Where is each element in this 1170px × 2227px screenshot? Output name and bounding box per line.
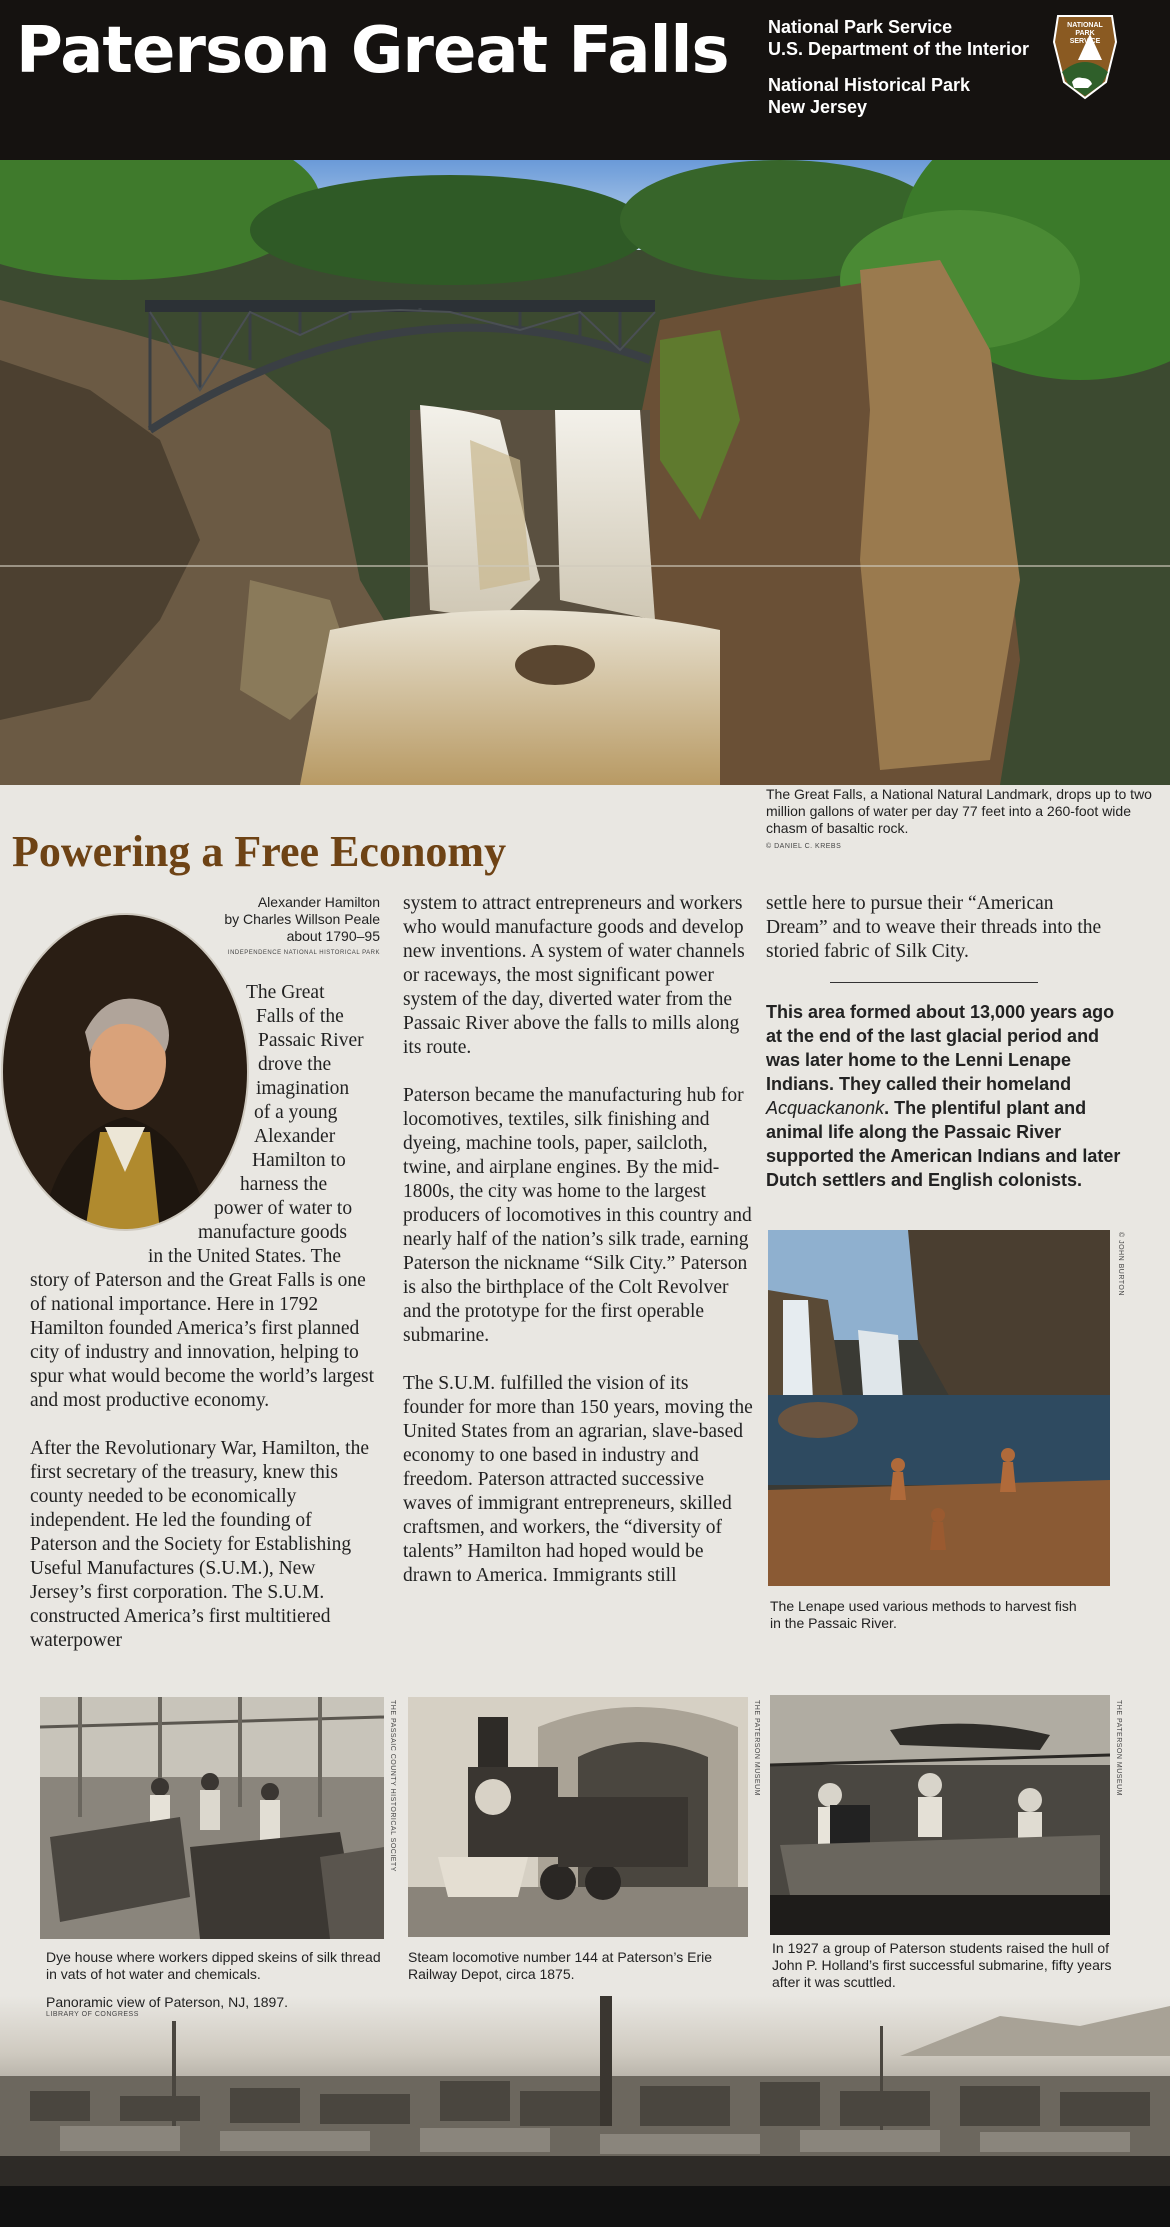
wrap-line: The Great <box>246 982 325 1003</box>
col1-paragraph-2: After the Revolutionary War, Hamilton, the first secretary of the treasury, knew this county needed to be economically independent. He led the founding of Paterson and the Society for Establishing Useful Manufactures (S.U.M.), New Jersey’s first corporation. The S.U.M. constructed America’s first multitiered waterpower <box>30 1438 369 1651</box>
panorama-caption-block <box>46 1994 288 2018</box>
great-falls-photo <box>0 160 1170 785</box>
portrait-date: about 1790–95 <box>286 928 380 944</box>
section-title: Powering a Free Economy <box>12 827 507 876</box>
portrait-credit: INDEPENDENCE NATIONAL HISTORICAL PARK <box>227 950 380 956</box>
wrap-line: drove the <box>258 1054 332 1075</box>
lenape-credit: © JOHN BURTON <box>1117 1232 1124 1296</box>
footer-bar <box>0 2186 1170 2227</box>
submarine-credit: THE PATERSON MUSEUM <box>1115 1700 1122 1796</box>
locomotive-credit: THE PATERSON MUSEUM <box>753 1700 760 1796</box>
panorama-caption: Panoramic view of Paterson, NJ, 1897. <box>46 1994 289 2010</box>
wrap-line: of a young <box>254 1102 338 1123</box>
portrait-name: Alexander Hamilton <box>257 894 380 910</box>
column-divider <box>830 982 1038 983</box>
panorama-photo <box>0 1996 1170 2186</box>
lenape-caption: The Lenape used various methods to harvest fish in the Passaic River. <box>770 1598 1077 1631</box>
wrap-line: Falls of the <box>256 1006 344 1027</box>
locomotive-caption: Steam locomotive number 144 at Paterson’s Erie Railway Depot, circa 1875. <box>408 1949 713 1982</box>
hero-caption <box>766 786 1161 855</box>
page-title: Paterson Great Falls <box>16 14 729 88</box>
dye-house-photo <box>40 1697 384 1939</box>
intro-wrap <box>0 981 380 1269</box>
wrap-line: harness the <box>240 1174 328 1195</box>
dye-house-caption: Dye house where workers dipped skeins of silk thread in vats of hot water and chemicals. <box>46 1949 381 1982</box>
col1-paragraph-1: story of Paterson and the Great Falls is one of national importance. Here in 1792 Hamilton founded America’s first planned city of industry and innovation, helping to spur what would become the world’s largest and most productive economy. <box>30 1270 375 1411</box>
department-name: U.S. Department of the Interior <box>768 39 1030 59</box>
wrap-line: in the United States. The <box>148 1246 341 1267</box>
agency-block <box>768 16 1029 118</box>
column-2 <box>403 892 753 1612</box>
submarine-photo <box>770 1695 1110 1935</box>
col2-paragraph-2: Paterson became the manufacturing hub for locomotives, textiles, silk finishing and dyeing, machine tools, paper, sailcloth, twine, and airplane engines. By the mid-1800s, the city was home to the largest producers of locomotives in this country and nearly half of the nation’s silk trade, earning Paterson the nickname “Silk City.” Paterson is also the birthplace of the Colt Revolver and the prototype for the first operable submarine. <box>403 1085 752 1346</box>
lenape-fishing-painting <box>768 1230 1110 1586</box>
lenape-term: Acquackanonk <box>766 1098 885 1118</box>
col3-paragraph-1: settle here to pursue their “American Dream” and to weave their threads into the storied fabric of Silk City. <box>766 893 1102 962</box>
wrap-line: Alexander <box>254 1126 336 1147</box>
page-header <box>0 0 1170 160</box>
column-3 <box>766 892 1116 988</box>
lenape-paragraph: This area formed about 13,000 years ago at the end of the last glacial period and was later home to the Lenni Lenape Indians. They called their homeland Acquackanonk. The plentiful plant and animal life along the Passaic River supported the American Indians and later Dutch settlers and English colonists. <box>766 1002 1121 1190</box>
unit-state: New Jersey <box>768 97 868 117</box>
wrap-line: imagination <box>256 1078 350 1099</box>
logo-text-3: SERVICE <box>1069 38 1101 45</box>
wrap-line: Passaic River <box>258 1030 364 1051</box>
panorama-credit: LIBRARY OF CONGRESS <box>46 2011 139 2018</box>
nps-arrowhead-logo <box>1050 12 1120 100</box>
submarine-caption: In 1927 a group of Paterson students raised the hull of John P. Holland’s first successful submarine, fifty years after it was scuttled. <box>772 1940 1112 1990</box>
locomotive-photo <box>408 1697 748 1937</box>
wrap-line: Hamilton to <box>252 1150 346 1171</box>
unit-type: National Historical Park <box>768 75 971 95</box>
logo-text-2: PARK <box>1075 30 1095 37</box>
dye-house-credit: THE PASSAIC COUNTY HISTORICAL SOCIETY <box>389 1700 396 1872</box>
col2-paragraph-1: system to attract entrepreneurs and workers who would manufacture goods and develop new inventions. A system of water channels or raceways, the most significant power system of the day, diverted water from the Passaic River above the falls to mills along its route. <box>403 893 745 1058</box>
col2-paragraph-3: The S.U.M. fulfilled the vision of its founder for more than 150 years, moving the United States from an agrarian, slave-based economy to one based in industry and freedom. Paterson attracted successive waves of immigrant entrepreneurs, skilled craftsmen, and workers, the “diversity of talents” Hamilton had hoped would be drawn to America. Immigrants still <box>403 1373 753 1586</box>
portrait-artist: by Charles Willson Peale <box>224 911 380 927</box>
agency-name: National Park Service <box>768 17 953 37</box>
hero-credit: © DANIEL C. KREBS <box>766 843 842 850</box>
wrap-line: manufacture goods <box>198 1222 347 1243</box>
hero-caption-text: The Great Falls, a National Natural Landmark, drops up to two million gallons of water per day 77 feet into a 260-foot wide chasm of basaltic rock. <box>766 786 1152 836</box>
column-1 <box>30 1269 380 1677</box>
logo-text-1: NATIONAL <box>1067 22 1103 29</box>
wrap-line: power of water to <box>214 1198 353 1219</box>
